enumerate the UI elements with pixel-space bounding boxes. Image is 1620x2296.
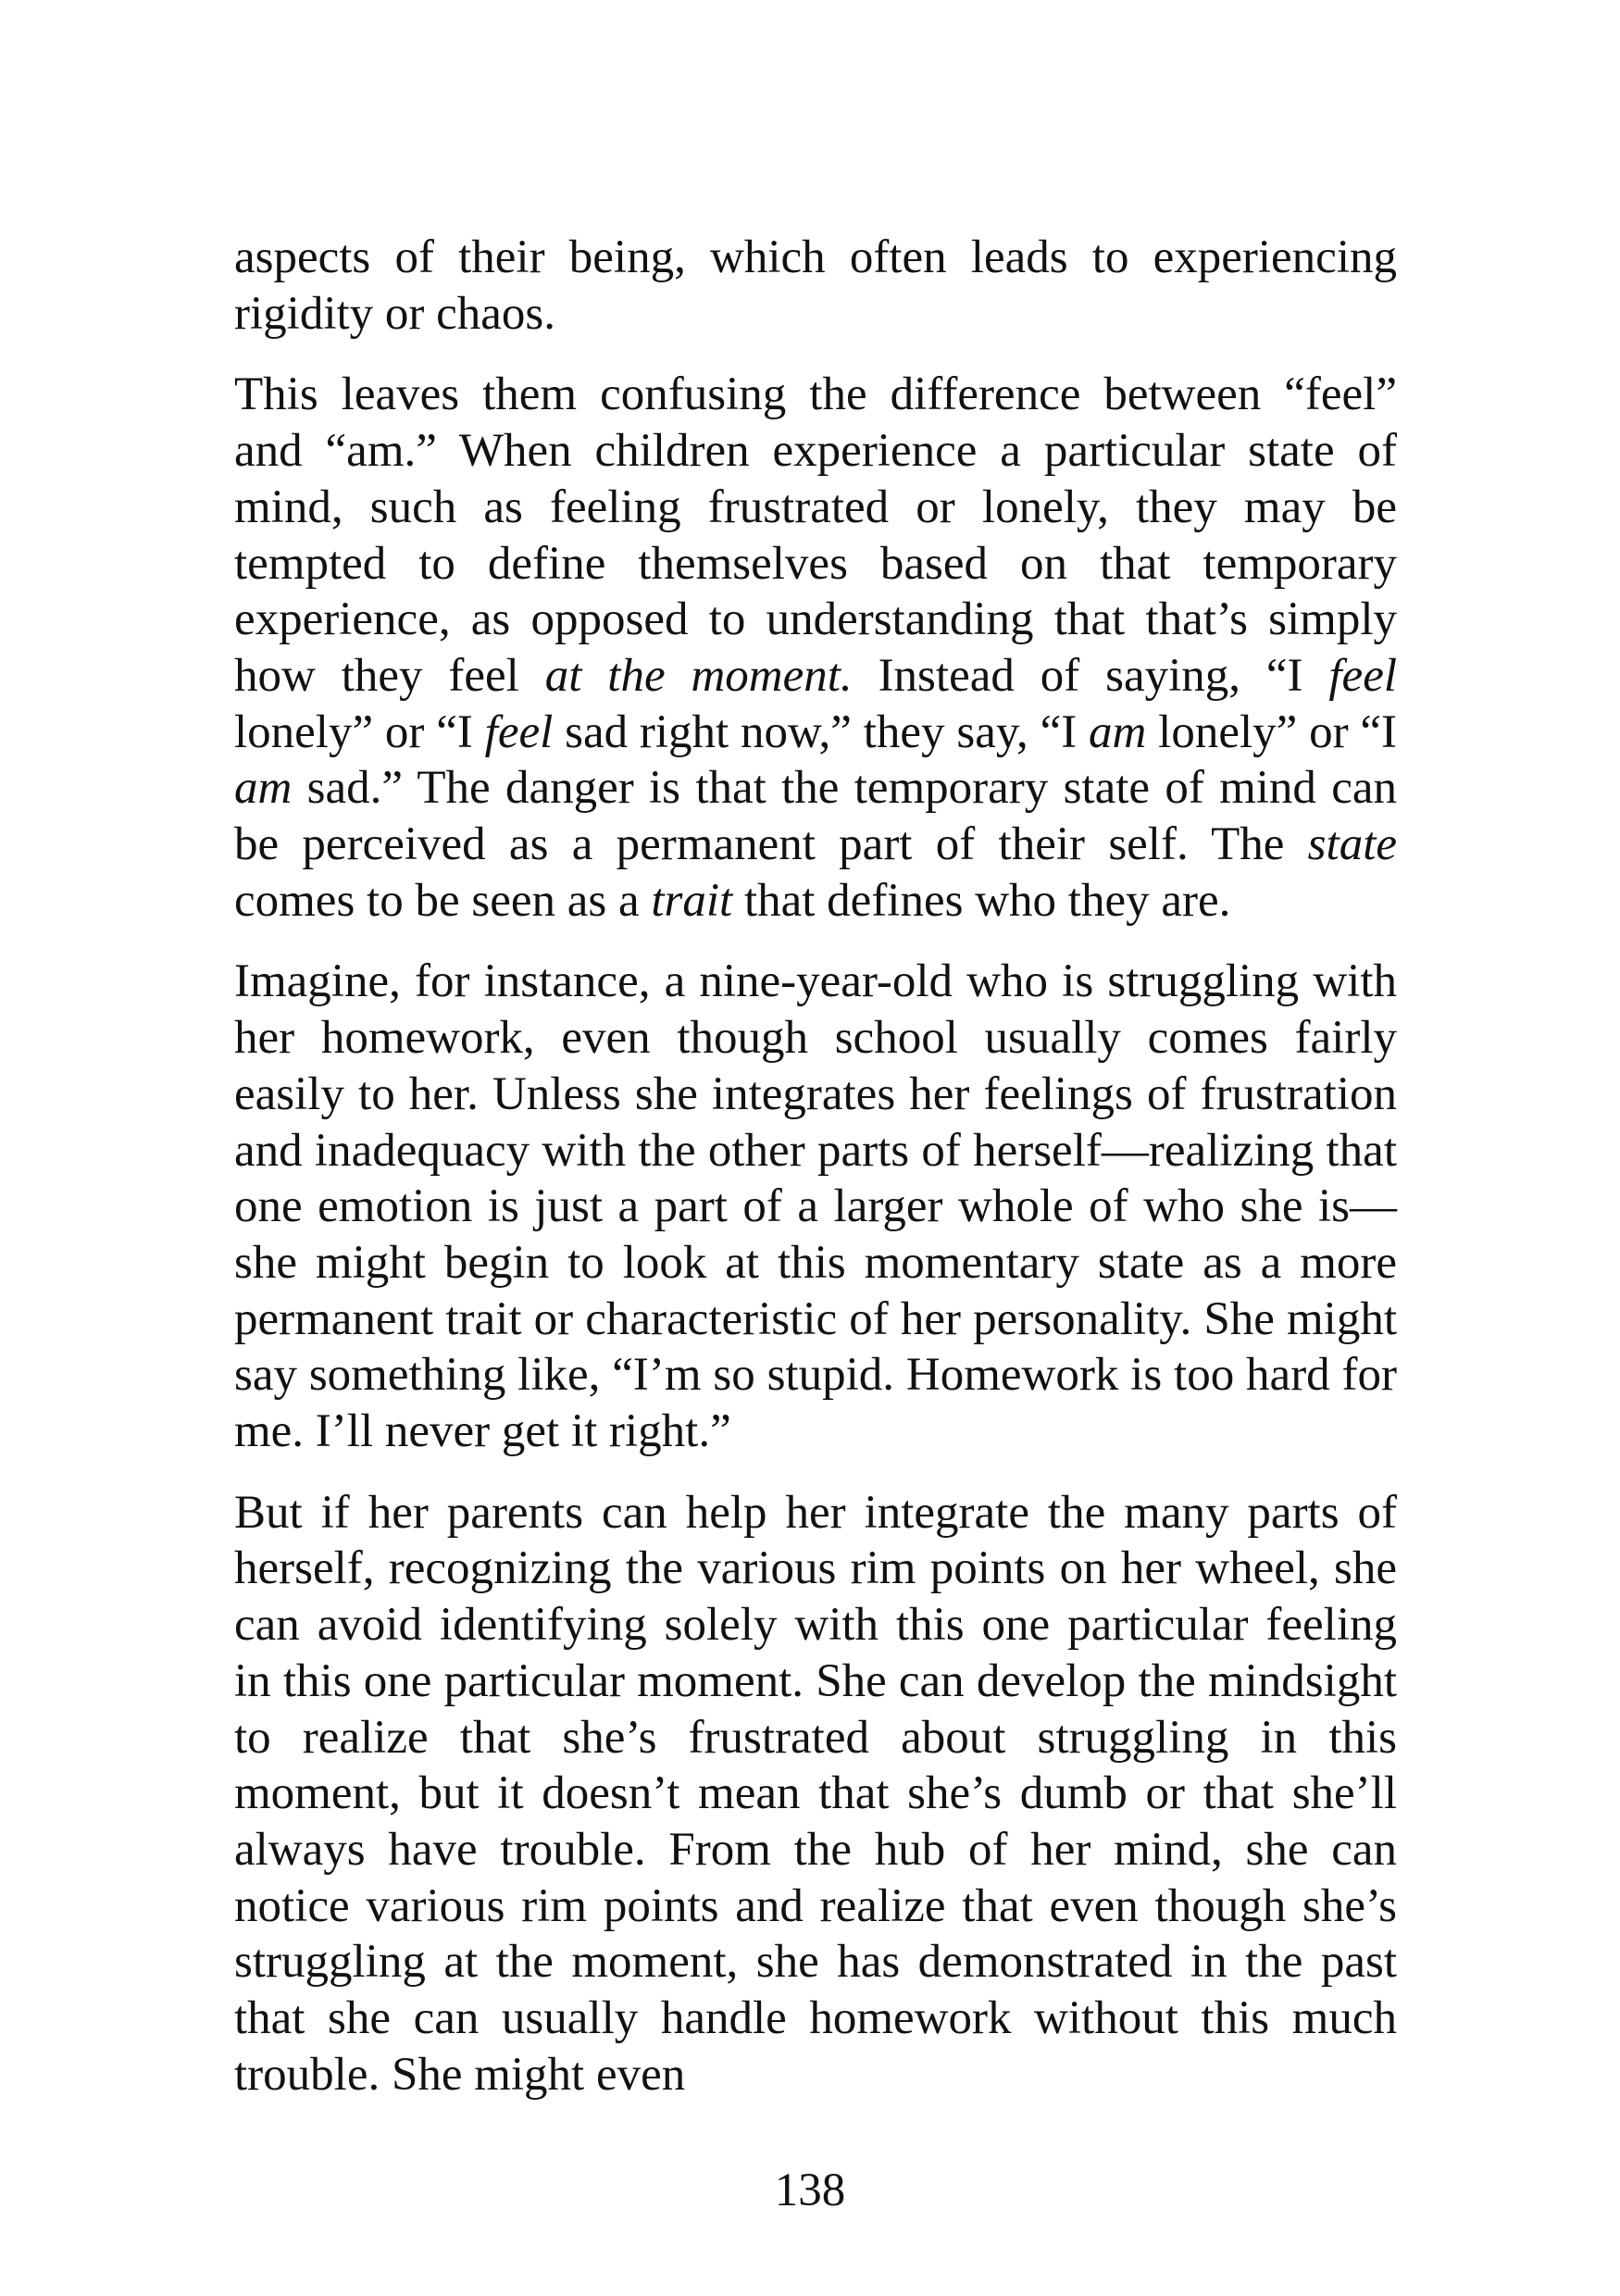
text-run: Instead of saying, “I bbox=[852, 649, 1329, 702]
text-run: sad.” The danger is that the temporary state of mind can be perceived as a permanent part of their self. The bbox=[234, 762, 1397, 871]
text-run: aspects of their being, which often leads to experiencing rigidity or chaos. bbox=[234, 231, 1397, 340]
text-run: sad right now,” they say, “I bbox=[553, 705, 1090, 758]
italic-text: feel bbox=[1328, 649, 1398, 702]
paragraph bbox=[234, 230, 1397, 342]
text-run: that defines who they are. bbox=[732, 874, 1231, 927]
italic-text: am bbox=[234, 762, 293, 815]
text-run: This leaves them confusing the difference between “feel” and “am.” When children experience a particular state of mind, such as feeling frustrated or lonely, they may be tempted to define themselves based on that temporary experience, as opposed to understanding that that’s simply how they feel bbox=[234, 368, 1397, 702]
paragraph bbox=[234, 367, 1397, 929]
text-run: Imagine, for instance, a nine-year-old who is struggling with her homework, even though school usually comes fairly easily to her. Unless she integrates her feelings of frustration and inadequacy with the other parts of herself—realizing that one emotion is just a part of a larger whole of who she is—she might begin to look at this momentary state as a more permanent trait or characteristic of her personality. She might say something like, “I’m so stupid. Homework is too hard for me. I’ll never get it right.” bbox=[234, 955, 1397, 1458]
text-run: comes to be seen as a bbox=[234, 874, 652, 927]
paragraph bbox=[234, 954, 1397, 1459]
text-run: But if her parents can help her integrate the many parts of herself, recognizing the various rim points on her wheel, she can avoid identifying solely with this one particular feeling in this one particular moment. She can develop the mindsight to realize that she’s frustrated about struggling in this moment, but it doesn’t mean that she’s dumb or that she’ll always have trouble. From the hub of her mind, she can notice various rim points and realize that even though she’s struggling at the moment, she has demonstrated in the past that she can usually handle homework without this much trouble. She might even bbox=[234, 1486, 1397, 2101]
body-text bbox=[234, 230, 1397, 2103]
italic-text: at the moment. bbox=[544, 649, 853, 702]
page-number: 138 bbox=[774, 2165, 846, 2216]
paragraph bbox=[234, 1485, 1397, 2103]
italic-text: am bbox=[1089, 705, 1147, 758]
text-run: lonely” or “I bbox=[234, 705, 485, 758]
italic-text: trait bbox=[651, 874, 733, 927]
text-run: lonely” or “I bbox=[1146, 705, 1398, 758]
italic-text: state bbox=[1307, 818, 1397, 871]
italic-text: feel bbox=[484, 705, 554, 758]
